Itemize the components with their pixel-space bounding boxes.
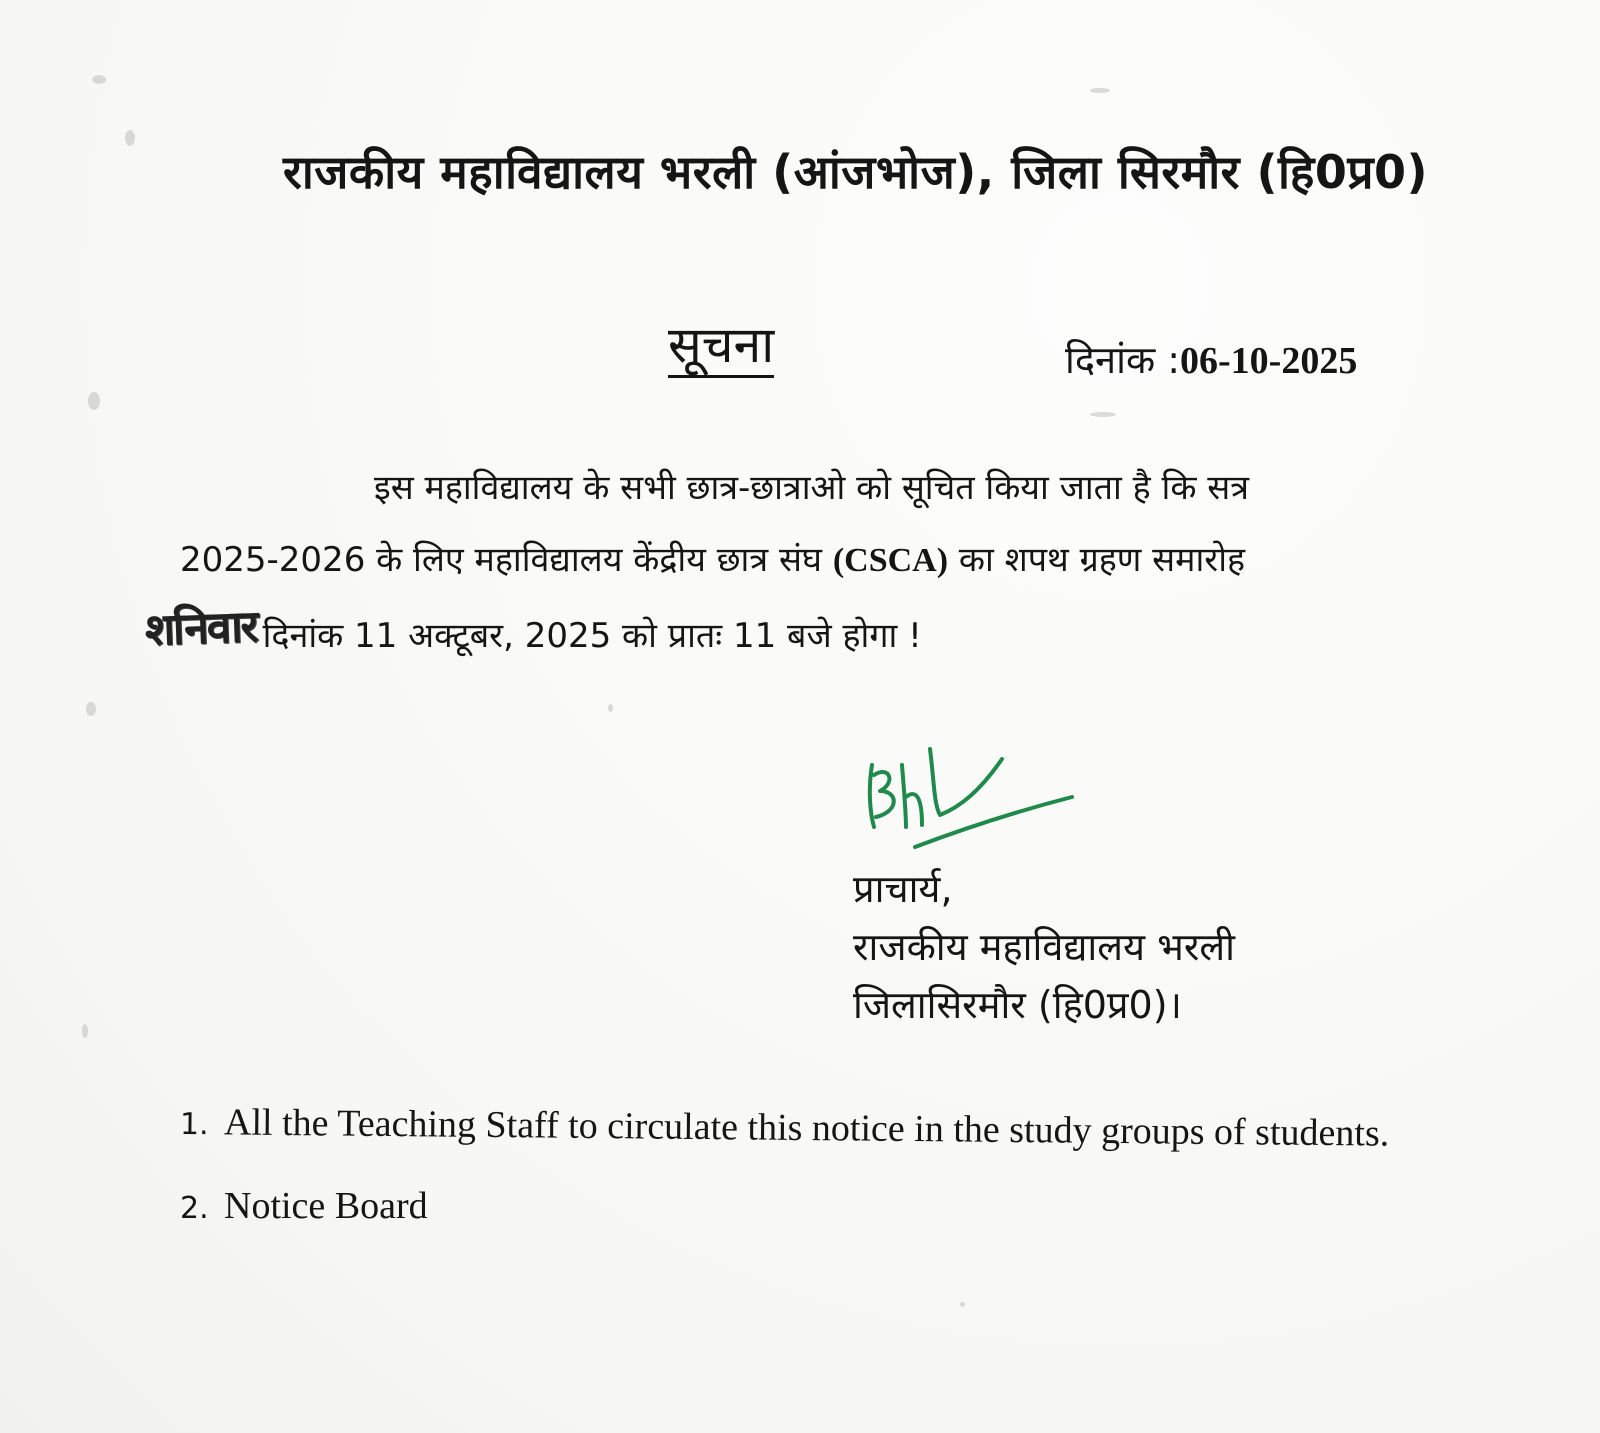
csca-code: (CSCA)	[832, 542, 949, 579]
list-item-number: 1.	[179, 1107, 209, 1143]
signature-underline	[915, 797, 1072, 847]
date-label: दिनांक :	[1065, 338, 1181, 382]
signatory-block	[853, 860, 1235, 1034]
body-line-2-suffix: का शपथ ग्रहण समारोह	[958, 540, 1246, 580]
paper-speck	[960, 1302, 965, 1307]
notice-date	[1065, 333, 1357, 385]
paper-speck	[1090, 412, 1116, 417]
paper-speck	[88, 392, 100, 410]
paper-speck	[86, 702, 96, 716]
notice-heading: सूचना	[668, 318, 774, 378]
stamped-day-word: शनिवार	[143, 601, 258, 656]
copy-to-list	[180, 1100, 1389, 1228]
body-line-2	[180, 524, 1430, 597]
paper-speck	[82, 1024, 88, 1038]
notice-body	[143, 452, 1430, 672]
body-line-3	[143, 597, 1430, 672]
list-item	[180, 1184, 1389, 1228]
paper-speck	[1090, 88, 1110, 93]
principal-signature	[860, 735, 1080, 855]
signatory-designation: प्राचार्य,	[853, 867, 953, 911]
date-value: 06-10-2025	[1180, 340, 1358, 382]
paper-speck	[92, 75, 106, 84]
paper-speck	[608, 704, 613, 712]
list-item	[180, 1100, 1390, 1156]
body-line-2-prefix: 2025-2026 के लिए महाविद्यालय केंद्रीय छात्र संघ	[180, 540, 823, 580]
list-item-number: 2.	[180, 1191, 209, 1226]
list-item-text: Notice Board	[224, 1185, 428, 1227]
body-line-1: इस महाविद्यालय के सभी छात्र-छात्राओ को सूचित किया जाता है कि सत्र	[374, 468, 1250, 508]
institution-title: राजकीय महाविद्यालय भरली (आंजभोज), जिला सिरमौर (हि0प्र0)	[283, 145, 1429, 199]
paper-speck	[125, 130, 135, 146]
signature-stroke	[870, 749, 1002, 827]
list-item-text: All the Teaching Staff to circulate this notice in the study groups of students.	[223, 1101, 1390, 1155]
body-line-3-text: दिनांक 11 अक्टूबर, 2025 को प्रातः 11 बजे होगा !	[262, 616, 922, 656]
signatory-institution: राजकीय महाविद्यालय भरली	[853, 925, 1235, 969]
signatory-district: जिलासिरमौर (हि0प्र0)।	[853, 983, 1182, 1027]
